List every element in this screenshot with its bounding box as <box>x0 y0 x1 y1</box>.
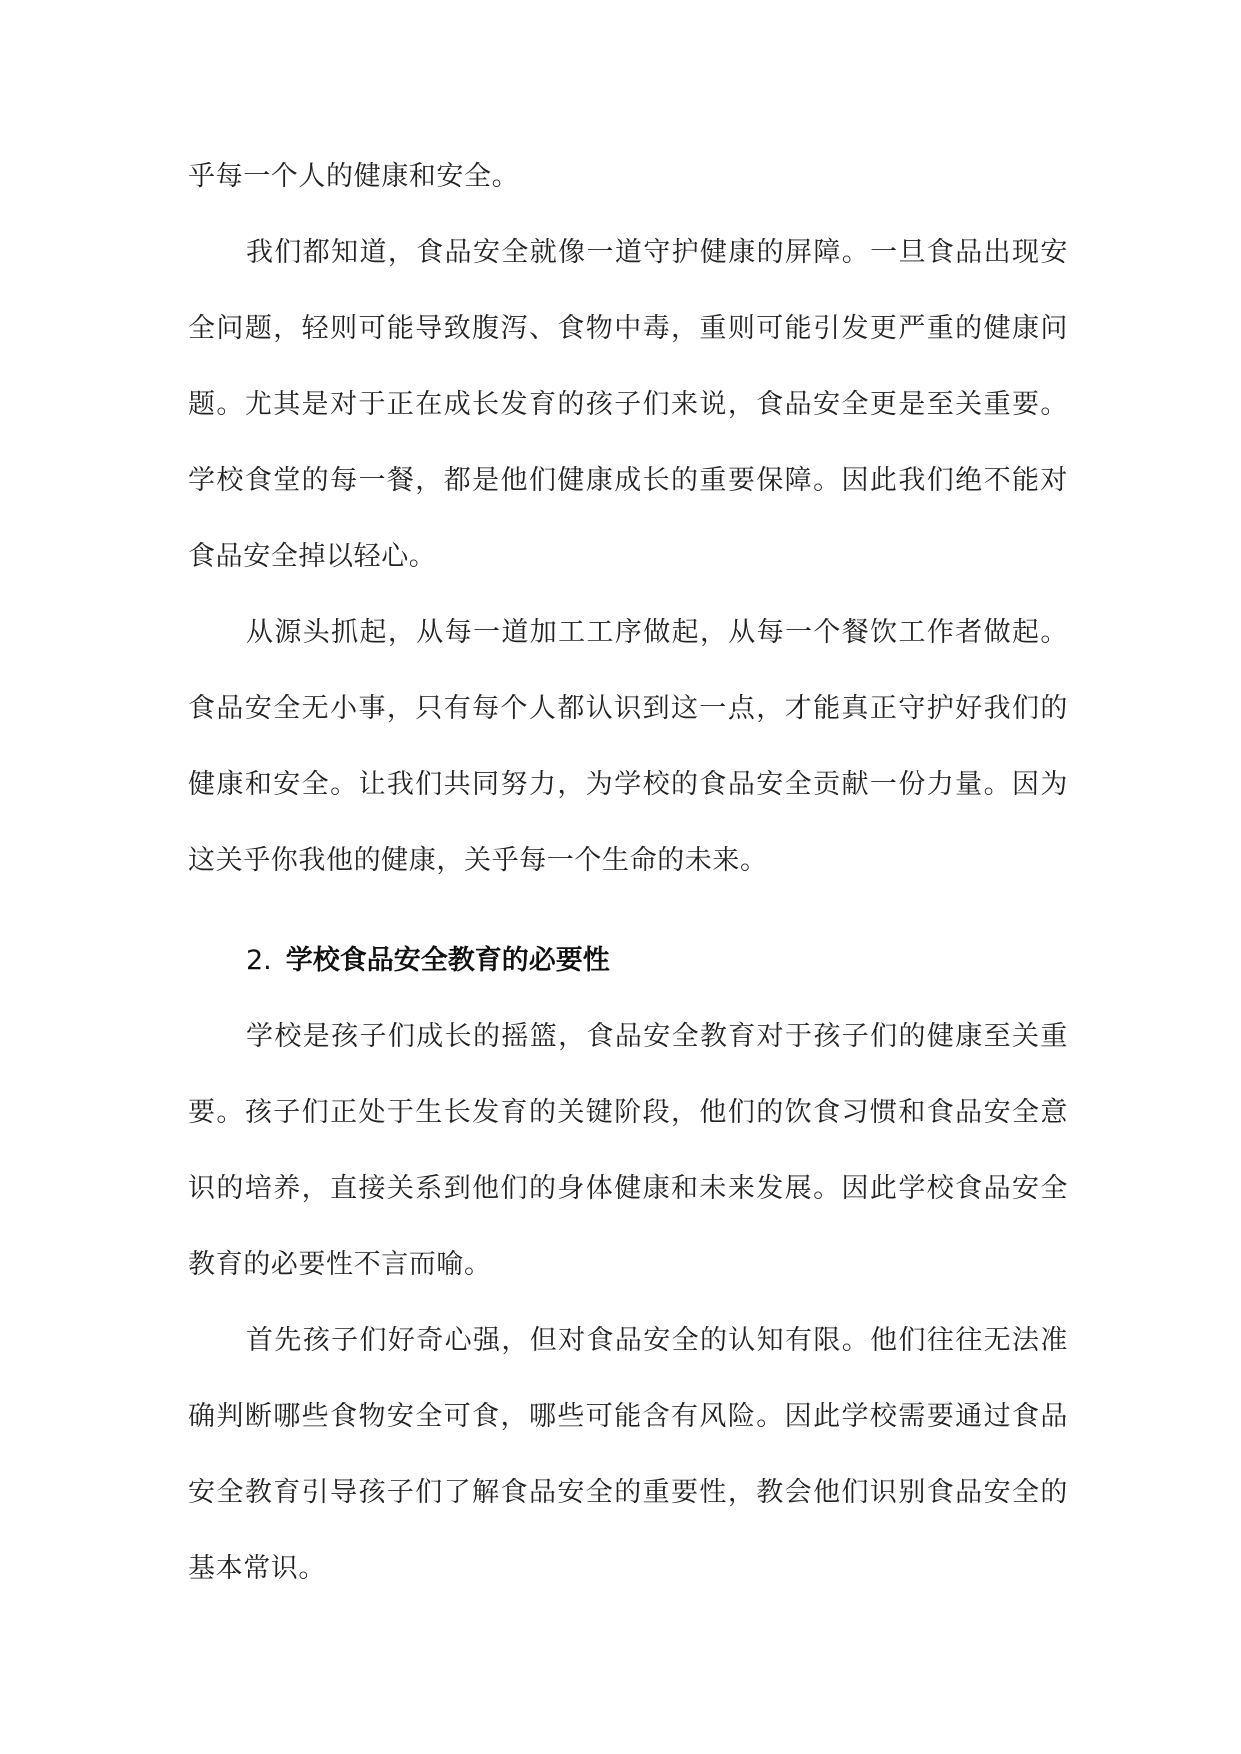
paragraph-food-safety-barrier: 我们都知道，食品安全就像一道守护健康的屏障。一旦食品出现安全问题，轻则可能导致腹泻、食物中毒，重则可能引发更严重的健康问题。尤其是对于正在成长发育的孩子们来说，食品安全更是至关重要。学校食堂的每一餐，都是他们健康成长的重要保障。因此我们绝不能对食品安全掉以轻心。 <box>188 237 1068 572</box>
paragraph-school-cradle: 学校是孩子们成长的摇篮，食品安全教育对于孩子们的健康至关重要。孩子们正处于生长发育的关键阶段，他们的饮食习惯和食品安全意识的培养，直接关系到他们的身体健康和未来发展。因此学校食品安全教育的必要性不言而喻。 <box>188 1021 1068 1280</box>
paragraph-continuation: 乎每一个人的健康和安全。 <box>188 161 520 192</box>
document-body <box>188 139 1068 1607</box>
paragraph-children-curiosity: 首先孩子们好奇心强，但对食品安全的认知有限。他们往往无法准确判断哪些食物安全可食，哪些可能含有风险。因此学校需要通过食品安全教育引导孩子们了解食品安全的重要性，教会他们识别食品安全的基本常识。 <box>188 1325 1068 1584</box>
section-number: 2. <box>246 945 272 976</box>
paragraph-start-from-source: 从源头抓起，从每一道加工工序做起，从每一个餐饮工作者做起。食品安全无小事，只有每个人都认识到这一点，才能真正守护好我们的健康和安全。让我们共同努力，为学校的食品安全贡献一份力量。因为这关乎你我他的健康，关乎每一个生命的未来。 <box>188 617 1068 876</box>
section-title: 学校食品安全教育的必要性 <box>285 945 610 976</box>
section-heading <box>188 923 1068 999</box>
